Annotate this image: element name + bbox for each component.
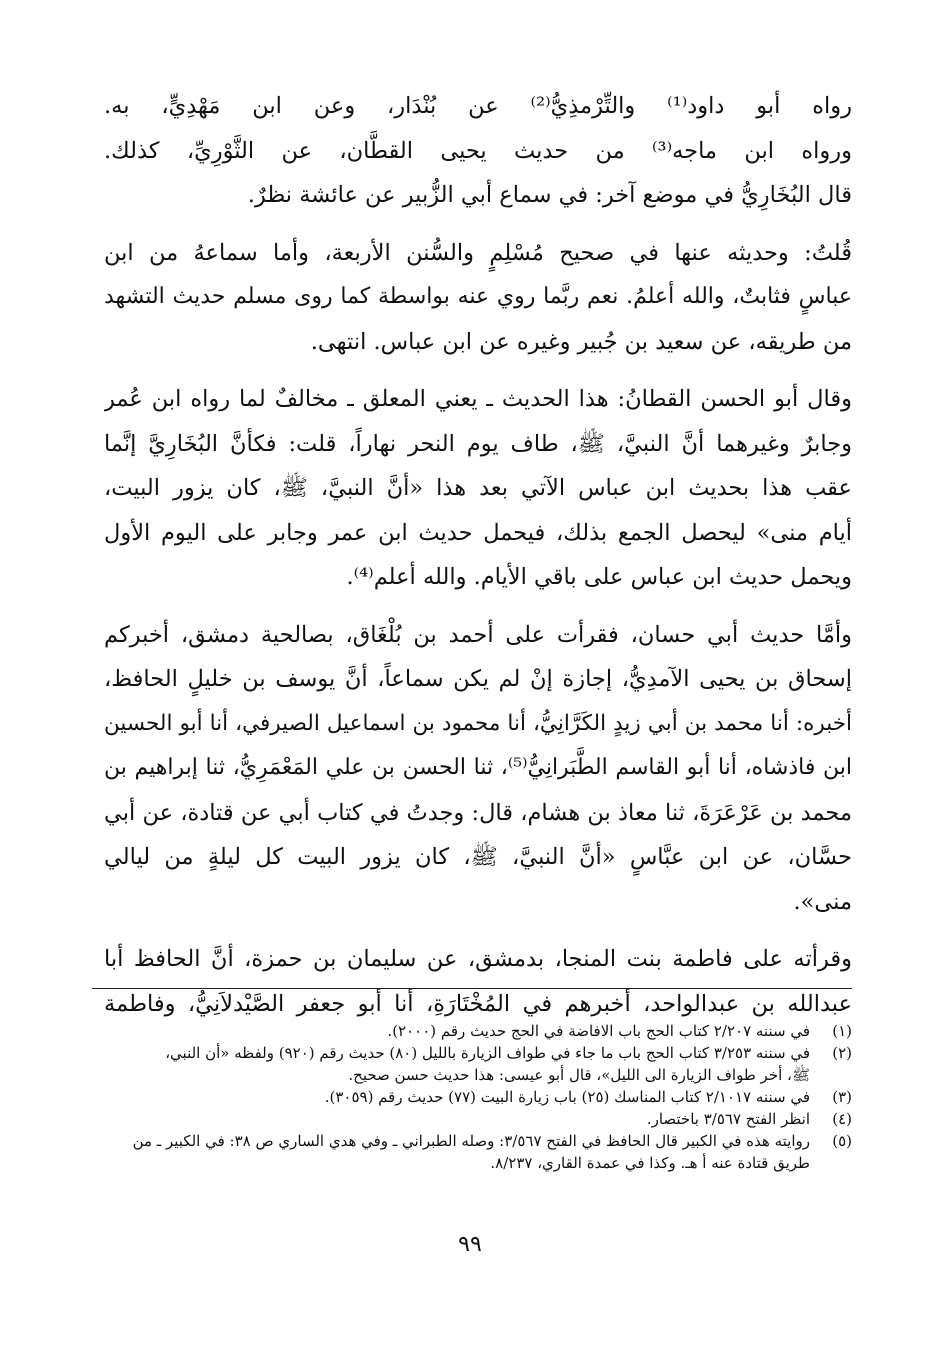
text-line: رواه أبو داود⁽¹⁾ والتِّرْمذِيُّ⁽²⁾ عن بُنْدَار، وعن ابن مَهْدِيٍّ، به.	[104, 93, 852, 119]
text-line: عباسٍ فثابتٌ، والله أعلمُ. نعم ربَّما روي عنه بواسطة كما روى مسلم حديث التشهد	[104, 284, 852, 309]
footnote	[92, 1086, 852, 1108]
text-line: منى».	[793, 888, 852, 915]
text-line: أخبره: أنا محمد بن أبي زيدٍ الكَرَّانِيُّ، أنا محمود بن اسماعيل الصيرفي، أنا أبو الحسين	[104, 710, 852, 736]
footnote-text: في سننه ٢/٢٠٧ كتاب الحج باب الافاضة في الحج حديث رقم (٢٠٠٠).	[387, 1022, 810, 1040]
text-line: عبدالله بن عبدالواحد، أخبرهم في المُخْتَارَةِ، أنا أبو جعفر الصَّيْدلاَنِيُّ، وفاطمة	[104, 990, 852, 1017]
text-line: أيام منى» ليحصل الجمع بذلك، فيحمل حديث ابن عمر وجابر على اليوم الأول	[104, 519, 852, 546]
footnote	[92, 1020, 852, 1042]
text-line: وأمَّا حديث أبي حسان، فقرأت على أحمد بن بُلْغَاق، بصالحية دمشق، أخبركم	[104, 621, 852, 648]
footnote-divider	[92, 988, 852, 989]
text-line: وقرأته على فاطمة بنت المنجا، بدمشق، عن سليمان بن حمزة، أنَّ الحافظ أبا	[104, 946, 852, 972]
footnote-text: طريق قتادة عنه أ هـ. وكذا في عمدة القاري، ٨/٢٣٧.	[490, 1154, 810, 1172]
footnote-text: ﷺ، أخر طواف الزيارة الى الليل»، قال أبو عيسى: هذا حديث حسن صحيح.	[348, 1066, 810, 1084]
footnote-text: انظر الفتح ٣/٥٦٧ باختصار.	[646, 1110, 810, 1128]
footnote-text: في سننه ٢/١٠١٧ كتاب المناسك (٢٥) باب زيارة البيت (٧٧) حديث رقم (٣٠٥٩).	[324, 1088, 810, 1106]
text-line: حسَّان، عن ابن عبَّاسٍ «أنَّ النبيَّ، ﷺ، كان يزور البيت كل ليلةٍ من ليالي	[104, 844, 852, 870]
footnote	[92, 1130, 852, 1174]
text-line: وقال أبو الحسن القطانُ: هذا الحديث ـ يعني المعلق ـ مخالفٌ لما رواه ابن عُمر	[104, 386, 852, 412]
footnote	[92, 1108, 852, 1130]
footnote-number: (٤)	[832, 1110, 852, 1128]
text-line: قال البُخَارِيُّ في موضع آخر: في سماع أبي الزُّبير عن عائشة نظرٌ.	[247, 182, 852, 208]
footnote	[92, 1042, 852, 1086]
main-text	[104, 84, 852, 1026]
text-line: ابن فاذشاه، أنا أبو القاسم الطَّبَرانِيُّ⁽⁵⁾، ثنا الحسن بن علي المَعْمَرِيُّ، ثنا إبراهيم بن	[104, 755, 852, 780]
text-line: وجابرٌ وغيرهما أنَّ النبيَّ، ﷺ، طاف يوم النحر نهاراً، قلت: فكأنَّ البُخَارِيَّ إنَّما	[104, 430, 852, 457]
footnote-number: (٥)	[832, 1132, 852, 1150]
footnote-number: (١)	[832, 1022, 852, 1040]
footnote-text: في سننه ٣/٢٥٣ كتاب الحج باب ما جاء في طواف الزيارة بالليل (٨٠) حديث رقم (٩٢٠) ولفظه «أن النبي،	[165, 1044, 810, 1062]
text-line: ورواه ابن ماجه⁽³⁾ من حديث يحيى القطَّان، عن الثَّوْرِيِّ، كذلك.	[104, 137, 852, 164]
text-line: محمد بن عَرْعَرَةَ، ثنا معاذ بن هشام، قال: وجدتُ في كتاب أبي عن قتادة، عن أبي	[104, 799, 852, 826]
footnote-number: (٢)	[832, 1044, 852, 1062]
text-line: من طريقه، عن سعيد بن جُبير وغيره عن ابن عباس. انتهى.	[310, 328, 852, 355]
footnotes	[92, 1020, 852, 1174]
text-line: قُلتُ: وحديثه عنها في صحيح مُسْلِمٍ والسُّنن الأربعة، وأما سماعهُ من ابن	[104, 239, 852, 266]
page-number: ٩٩	[458, 1232, 482, 1257]
text-line: ويحمل حديث ابن عباس على باقي الأيام. والله أعلم⁽⁴⁾.	[346, 564, 852, 590]
footnote-number: (٣)	[832, 1088, 852, 1106]
text-line: إسحاق بن يحيى الآمدِيُّ، إجازة إنْ لم يكن سماعاً، أنَّ يوسف بن خليلٍ الحافظ،	[104, 666, 852, 692]
footnote-text: روايته هذه في الكبير قال الحافظ في الفتح ٣/٥٦٧: وصله الطبراني ـ وفي هدي الساري ص ٣٨: في الكبير ـ من	[132, 1132, 810, 1150]
text-line: عقب هذا بحديث ابن عباس الآتي بعد هذا «أنَّ النبيَّ، ﷺ، كان يزور البيت،	[104, 475, 852, 501]
